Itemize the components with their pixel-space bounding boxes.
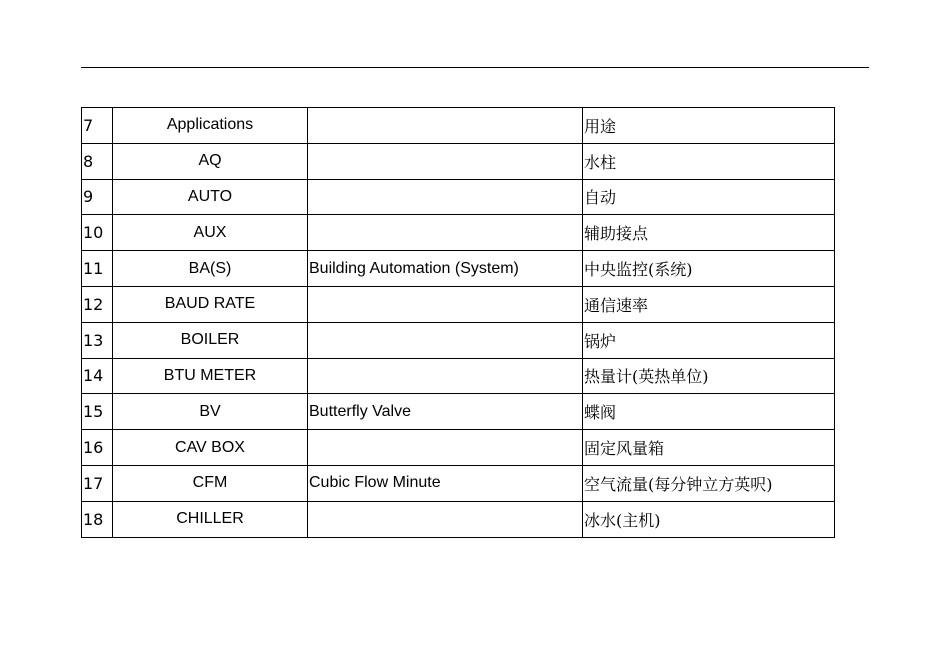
term-chinese: 蝶阀 — [583, 394, 835, 430]
term-full-name — [308, 430, 583, 466]
row-number: 8 — [82, 143, 113, 179]
term-full-name: Cubic Flow Minute — [308, 465, 583, 501]
term-chinese: 水柱 — [583, 143, 835, 179]
term-chinese: 通信速率 — [583, 286, 835, 322]
row-number: 14 — [82, 358, 113, 394]
term-full-name — [308, 179, 583, 215]
term-abbreviation: BA(S) — [113, 251, 308, 287]
table-row — [82, 501, 835, 537]
term-abbreviation: BOILER — [113, 322, 308, 358]
term-abbreviation: CAV BOX — [113, 430, 308, 466]
term-full-name — [308, 108, 583, 144]
term-full-name — [308, 143, 583, 179]
row-number: 10 — [82, 215, 113, 251]
term-abbreviation: BV — [113, 394, 308, 430]
table-row — [82, 215, 835, 251]
row-number: 9 — [82, 179, 113, 215]
term-abbreviation: Applications — [113, 108, 308, 144]
term-chinese: 用途 — [583, 108, 835, 144]
term-chinese: 空气流量(每分钟立方英呎) — [583, 465, 835, 501]
term-abbreviation: CFM — [113, 465, 308, 501]
term-full-name — [308, 501, 583, 537]
table-row — [82, 430, 835, 466]
term-abbreviation: AUTO — [113, 179, 308, 215]
table-row — [82, 394, 835, 430]
header-rule — [81, 67, 869, 68]
term-chinese: 锅炉 — [583, 322, 835, 358]
term-chinese: 自动 — [583, 179, 835, 215]
row-number: 13 — [82, 322, 113, 358]
term-full-name — [308, 358, 583, 394]
table-row — [82, 143, 835, 179]
term-chinese: 热量计(英热单位) — [583, 358, 835, 394]
row-number: 7 — [82, 108, 113, 144]
table-row — [82, 286, 835, 322]
term-full-name — [308, 322, 583, 358]
row-number: 11 — [82, 251, 113, 287]
row-number: 16 — [82, 430, 113, 466]
term-abbreviation: CHILLER — [113, 501, 308, 537]
term-abbreviation: BAUD RATE — [113, 286, 308, 322]
table-row — [82, 465, 835, 501]
term-full-name: Building Automation (System) — [308, 251, 583, 287]
glossary-table — [81, 107, 835, 538]
term-abbreviation: AQ — [113, 143, 308, 179]
table-row — [82, 179, 835, 215]
term-abbreviation: BTU METER — [113, 358, 308, 394]
term-full-name — [308, 215, 583, 251]
term-full-name: Butterfly Valve — [308, 394, 583, 430]
term-chinese: 冰水(主机) — [583, 501, 835, 537]
term-full-name — [308, 286, 583, 322]
term-chinese: 辅助接点 — [583, 215, 835, 251]
table-row — [82, 251, 835, 287]
row-number: 12 — [82, 286, 113, 322]
row-number: 18 — [82, 501, 113, 537]
row-number: 15 — [82, 394, 113, 430]
table-row — [82, 108, 835, 144]
table-row — [82, 322, 835, 358]
term-chinese: 中央监控(系统) — [583, 251, 835, 287]
term-abbreviation: AUX — [113, 215, 308, 251]
term-chinese: 固定风量箱 — [583, 430, 835, 466]
row-number: 17 — [82, 465, 113, 501]
table-row — [82, 358, 835, 394]
